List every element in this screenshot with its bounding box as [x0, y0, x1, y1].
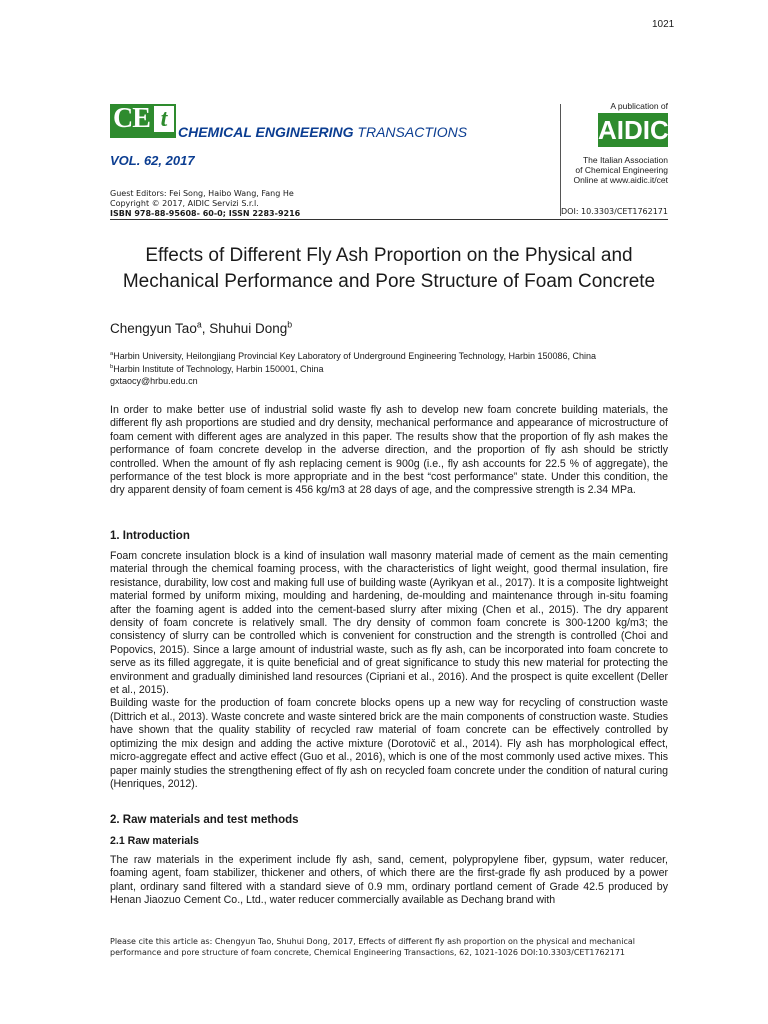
affiliation-text: Harbin University, Heilongjiang Provincial Key Laboratory of Underground Engineering Technology, Harbin 150086, China [113, 351, 597, 361]
association-info [560, 155, 668, 185]
isbn: ISBN 978-88-95608- 60-0; ISSN 2283-9216 [110, 209, 301, 218]
editors-block [110, 189, 300, 219]
subsection-heading: 2.1 Raw materials [110, 835, 199, 847]
author-separator: , [201, 321, 210, 336]
journal-name-bold: CHEMICAL ENGINEERING [178, 124, 354, 140]
section-heading: 1. Introduction [110, 530, 190, 542]
association-url[interactable]: Online at www.aidic.it/cet [573, 175, 668, 185]
affiliation-b [110, 363, 596, 376]
article-title: Effects of Different Fly Ash Proportion on the Physical and Mechanical Performance and Pore Structure of Foam Concrete [122, 245, 656, 292]
paragraph: Building waste for the production of foam concrete blocks opens up a new way for recycling of construction waste (Dittrich et al., 2013). Waste concrete and waste sintered brick are the main components of construction waste. Studies have shown that the quality stability of recycled raw material of foam concrete can be effectively controlled by optimizing the mix design and adding the active mixture (Dorotovič et al., 2014). Fly ash has morphological effect, micro-aggregate effect and active effect (Guo et al., 2016), which is one of the most commonly used active mixes. This paper mainly studies the strengthening effect of fly ash on recycled foam concrete under the condition of natural curing (Henriques, 2012). [110, 697, 668, 790]
author-sup: b [287, 319, 293, 330]
header-rule [110, 219, 668, 220]
author-sup: a [196, 319, 202, 330]
affiliation-a [110, 350, 596, 363]
paragraph: The raw materials in the experiment include fly ash, sand, cement, polypropylene fiber, gypsum, water reducer, foaming agent, foam stabilizer, thickener and others, of which there are the first-grade fly ash produced by a power plant, ordinary sand filtered with a standard sieve of 0.9 mm, ordinary portland cement of Grade 42.5 produced by Henan Jiaozuo Cement Co., Ltd., water reducer commercially available as Dechang brand with [110, 854, 668, 907]
cet-logo [110, 104, 176, 138]
citation-footer: Please cite this article as: Chengyun Tao, Shuhui Dong, 2017, Effects of different fly ash proportion on the physical and mechanical performance and pore structure of foam concrete, Chemical Engineering Transactions, 62, 1021-1026 DOI:10.3303/CET1762171 [110, 937, 635, 957]
page-number: 1021 [652, 19, 675, 30]
affiliation-sup: a [110, 351, 114, 357]
guest-editors: Guest Editors: Fei Song, Haibo Wang, Fang He [110, 189, 294, 198]
journal-name-rest: TRANSACTIONS [353, 124, 468, 140]
association-line: of Chemical Engineering [575, 165, 668, 175]
authors [110, 321, 292, 336]
journal-name [178, 124, 467, 140]
copyright: Copyright © 2017, AIDIC Servizi S.r.l. [110, 199, 259, 208]
volume: VOL. 62, 2017 [110, 153, 195, 168]
doi: DOI: 10.3303/CET1762171 [561, 207, 668, 216]
paragraph: Foam concrete insulation block is a kind of insulation wall masonry material made of cement as the main cementing material through the chemical foaming process, with the characteristics of light weight, good thermal insulation, fire resistance, durability, low cost and making full use of building waste (Ayrikyan et al., 2017). It is a composite lightweight material formed by uniform mixing, moulding and hardening, de-moulding and maintenance through in-situ foaming after the foaming agent is added into the cement-based slurry after mixing (Chen et al., 2015). The dry apparent density of foam concrete is relatively small. The dry density of common foam concrete is 300-1200 kg/m3; the consistency of slurry can be controlled which is convenient for construction and the strength is controlled (Choi and Popovics, 2015). Since a large amount of industrial waste, such as fly ash, can be incorporated into foam concrete to serve as its filled aggregate, it is quite beneficial and of great significance to study this new material for protecting the environment and gradually diminished land resources (Cipriani et al., 2016). And the prospect is quite excellent (Deller et al., 2015). [110, 550, 668, 697]
raw-materials-body [110, 854, 668, 908]
logo-ce-text: CE [113, 103, 150, 134]
logo-t-text: t [154, 106, 174, 132]
section-heading: 2. Raw materials and test methods [110, 814, 299, 826]
affiliation-sup: b [110, 363, 114, 370]
intro-body [110, 550, 668, 791]
affiliations [110, 350, 596, 388]
aidic-logo: AIDIC [598, 115, 669, 145]
affiliation-text: Harbin Institute of Technology, Harbin 150001, China [113, 363, 324, 374]
association-line: The Italian Association [582, 155, 668, 165]
author-name: Shuhui Dong [209, 321, 288, 336]
publication-of: A publication of [610, 101, 668, 111]
author-name: Chengyun Tao [110, 321, 197, 336]
abstract: In order to make better use of industrial solid waste fly ash to develop new foam concrete building materials, the different fly ash proportions are studied and dry density, mechanical performance and appearance of microstructure of foam cement with different ages are analyzed in this paper. The results show that the proportion of fly ash makes the performance of foam concrete develop in the adverse direction, and the proportion of fly ash should be strictly controlled. When the amount of fly ash replacing cement is 900g (i.e., fly ash accounts for 22.5 % of aggregate), the performance of the test block is more appropriate and in the best “cost performance” state. Under this condition, the dry apparent density of foam cement is 456 kg/m3 at 28 days of age, and the compressive strength is 2.34 MPa. [110, 404, 668, 497]
email[interactable]: gxtaocy@hrbu.edu.cn [110, 376, 198, 387]
